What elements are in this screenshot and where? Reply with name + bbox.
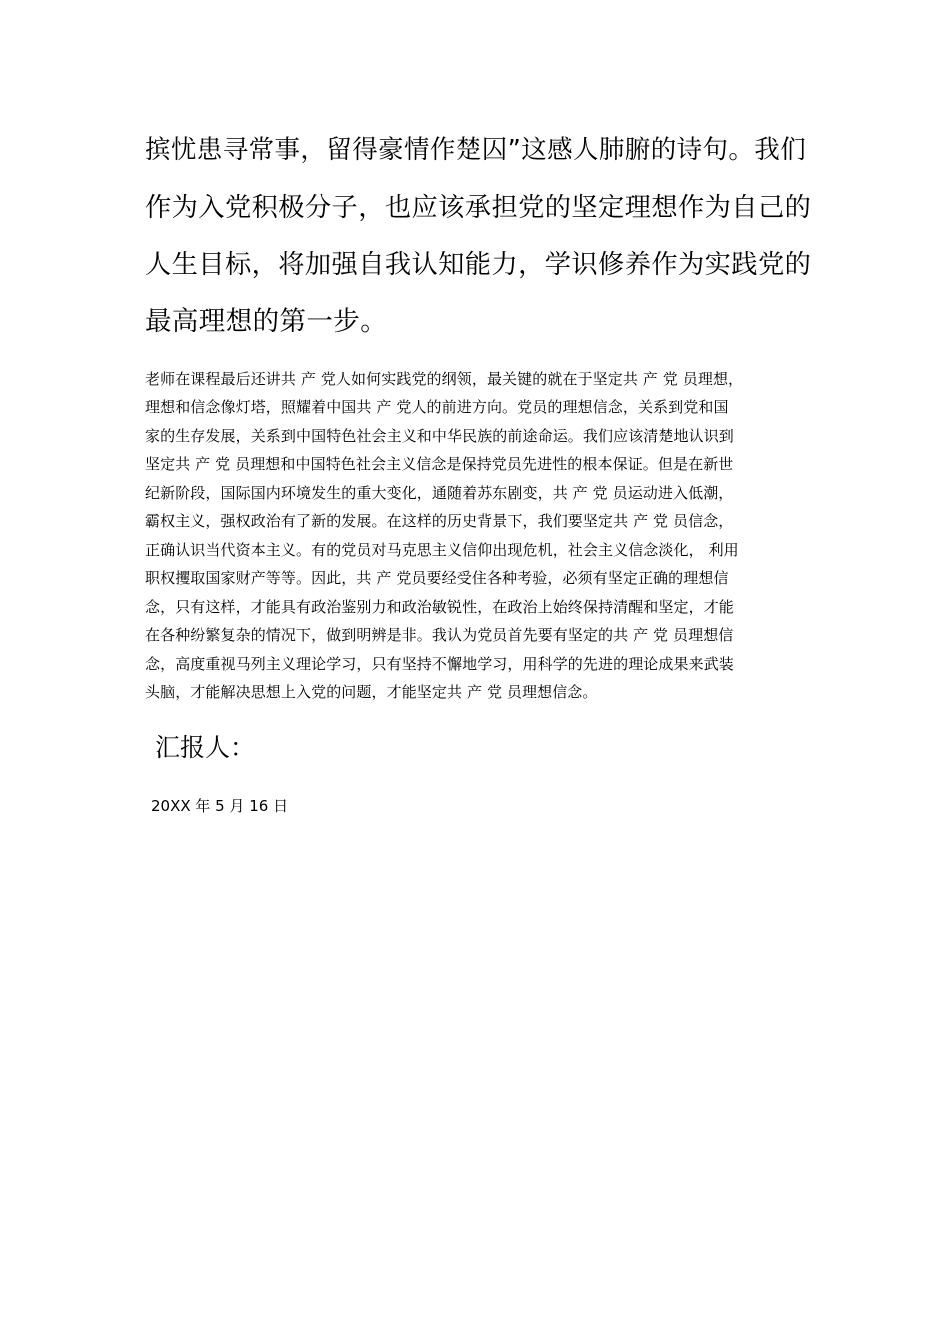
body-line-6: 霸权主义，强权政治有了新的发展。在这样的历史背景下，我们要坚定共 产 党 员信念， — [145, 512, 734, 530]
body-line-4: 坚定共 产 党 员理想和中国特色社会主义信念是保持党员先进性的根本保证。但是在新世 — [145, 455, 734, 473]
body-line-9: 念，只有这样，才能具有政治鉴别力和政治敏锐性，在政治上始终保持清醒和坚定，才能 — [145, 598, 734, 616]
intro-line-2: 作为入党积极分子，也应该承担党的坚定理想作为自己的 — [145, 193, 812, 223]
body-line-5: 纪新阶段，国际国内环境发生的重大变化，通随着苏东剧变，共 产 党 员运动进入低潮， — [145, 484, 734, 502]
body-line-8: 职权攫取国家财产等等。因此，共 产 党员要经受住各种考验，必须有坚定正确的理想信 — [145, 569, 729, 587]
body-line-12: 头脑，才能解决思想上入党的问题，才能坚定共 产 党 员理想信念。 — [145, 683, 598, 701]
intro-line-4: 最高理想的第一步。 — [145, 306, 388, 337]
body-line-7: 正确认识当代资本主义。有的党员对马克思主义信仰出现危机，社会主义信念淡化， 利用 — [145, 541, 739, 559]
intro-line-1: 摈忧患寻常事，留得豪情作楚囚”这感人肺腑的诗句。我们 — [145, 135, 807, 165]
reporter-label: 汇报人： — [155, 733, 256, 762]
report-date: 20XX 年 5 月 16 日 — [151, 797, 289, 815]
body-line-10: 在各种纷繁复杂的情况下，做到明辨是非。我认为党员首先要有坚定的共 产 党 员理想信 — [145, 626, 734, 644]
body-line-1: 老师在课程最后还讲共 产 党人如何实践党的纲领，最关键的就在于坚定共 产 党 员理想， — [145, 370, 744, 388]
intro-line-3: 人生目标，将加强自我认知能力，学识修养作为实践党的 — [145, 250, 812, 280]
body-line-2: 理想和信念像灯塔，照耀着中国共 产 党人的前进方向。党员的理想信念，关系到党和国 — [145, 398, 729, 416]
body-line-11: 念，高度重视马列主义理论学习，只有坚持不懈地学习，用科学的先进的理论成果来武装 — [145, 655, 734, 673]
body-line-3: 家的生存发展，关系到中国特色社会主义和中华民族的前途命运。我们应该清楚地认识到 — [145, 427, 734, 445]
